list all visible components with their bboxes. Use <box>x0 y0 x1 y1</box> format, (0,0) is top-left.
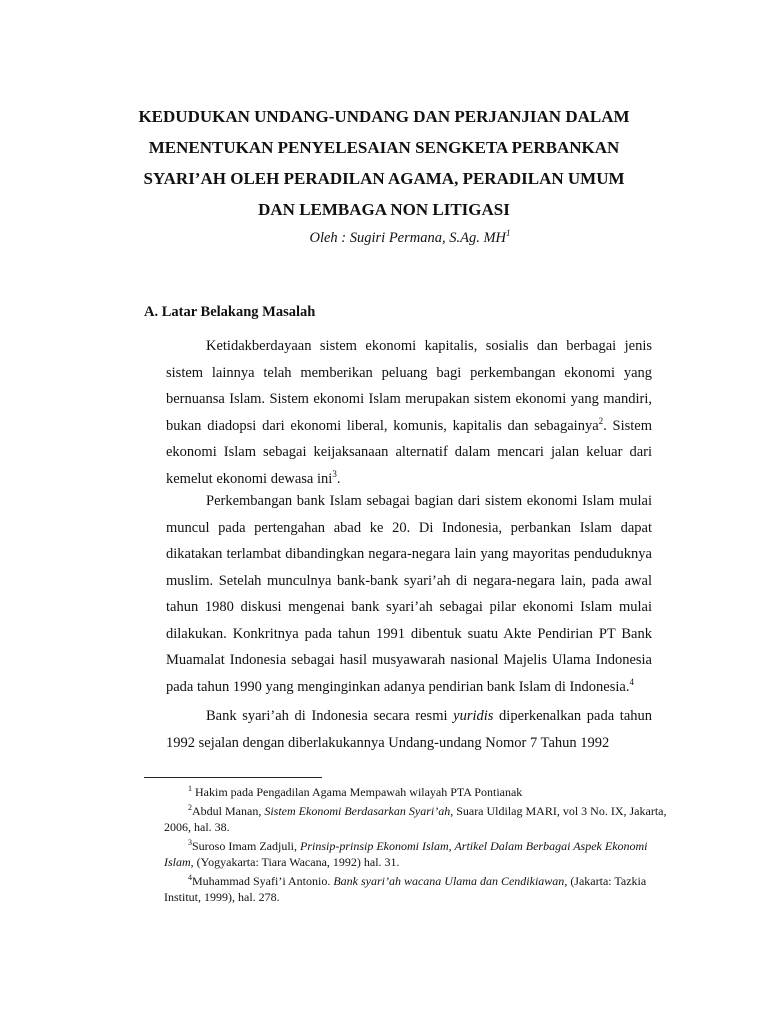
section-heading: A. Latar Belakang Masalah <box>144 304 316 320</box>
title-line: SYARI’AH OLEH PERADILAN AGAMA, PERADILAN UMUM <box>143 169 625 188</box>
footnote-text: , (Yogyakarta: Tiara Wacana, 1992) hal. 31. <box>190 855 400 869</box>
body-paragraph <box>166 488 652 700</box>
footnote-ref: 1 <box>506 228 511 238</box>
footnote-text: Suroso Imam Zadjuli, <box>192 839 300 853</box>
paragraph-text: Ketidakberdayaan sistem ekonomi kapitalis, sosialis dan berbagai jenis sistem lainnya telah memberikan peluang bagi perkembangan ekonomi yang bernuansa Islam. Sistem ekonomi Islam merupakan sistem ekonomi yang mandiri, bukan diadopsi dari ekonomi liberal, komunis, kapitalis dan sebagainya <box>166 338 652 434</box>
footnote-text: , (Jakarta: Tazkia Institut, 1999), hal. 278. <box>164 874 647 904</box>
body-paragraph <box>166 333 652 492</box>
footnote-text: Muhammad Syafi’i Antonio. <box>192 874 334 888</box>
paragraph-text: diperkenalkan pada tahun 1992 sejalan dengan diberlakukannya Undang-undang Nomor 7 Tahun 1992 <box>166 708 653 751</box>
title-line: DAN LEMBAGA NON LITIGASI <box>258 200 510 219</box>
footnote <box>164 800 680 835</box>
footnote-book-title: Sistem Ekonomi Berdasarkan Syari’ah, <box>264 804 454 818</box>
footnote <box>164 781 680 800</box>
footnote <box>164 870 680 905</box>
footnote-text: Suara Uldilag MARI, vol 3 No. IX, Jakarta, 2006, hal. 38. <box>164 804 667 834</box>
footnote-ref: 2 <box>598 415 604 426</box>
footnote-number: 1 <box>188 784 192 793</box>
title-line: MENENTUKAN PENYELESAIAN SENGKETA PERBANKAN <box>148 138 620 157</box>
footnote-book-title: Bank syari’ah wacana Ulama dan Cendikiawan <box>333 874 565 888</box>
footnotes <box>164 781 680 905</box>
footnote <box>164 835 680 870</box>
paragraph-text: Bank syari’ah di Indonesia secara resmi <box>206 708 454 724</box>
paragraph-text: . Sistem ekonomi Islam sebagai keijaksanaan alternatif dalam mencari jalan keluar dari kemelut ekonomi dewasa ini <box>166 417 653 487</box>
footnote-text: Abdul Manan, <box>192 804 265 818</box>
footnote-ref: 4 <box>629 676 634 687</box>
title-line: KEDUDUKAN UNDANG-UNDANG DAN PERJANJIAN DALAM <box>138 107 630 126</box>
body-paragraph <box>166 703 652 756</box>
footnote-book-title: Prinsip-prinsip Ekonomi Islam, Artikel Dalam Berbagai Aspek Ekonomi Islam <box>164 839 648 869</box>
author-name: Oleh : Sugiri Permana, S.Ag. MH <box>309 229 507 246</box>
paragraph-text: . <box>336 470 341 487</box>
paragraph-text: Perkembangan bank Islam sebagai bagian dari sistem ekonomi Islam mulai muncul pada pertengahan abad ke 20. Di Indonesia, perbankan Islam dapat dikatakan terlambat dibandingkan negara-negara lain yang mayoritas penduduknya muslim. Setelah munculnya bank-bank syari’ah di negara-negara lain, pada awal tahun 1980 diskusi mengenai bank syari’ah sebagai pilar ekonomi Islam mulai dilakukan. Konkritnya pada tahun 1991 dibentuk suatu Akte Pendirian PT Bank Muamalat Indonesia sebagai hasil musyawarah nasional Majelis Ulama Indonesia pada tahun 1990 yang menginginkan adanya pendirian bank Islam di Indonesia. <box>166 493 652 695</box>
italic-term: yuridis <box>453 708 494 724</box>
footnote-text: Hakim pada Pengadilan Agama Mempawah wilayah PTA Pontianak <box>192 785 523 799</box>
footnote-number: 4 <box>188 873 192 882</box>
footnote-ref: 3 <box>332 468 337 479</box>
footnote-number: 3 <box>188 838 192 847</box>
footnote-number: 2 <box>188 803 192 812</box>
author-byline <box>0 228 768 247</box>
document-title <box>120 101 648 225</box>
footnote-divider <box>144 777 322 778</box>
